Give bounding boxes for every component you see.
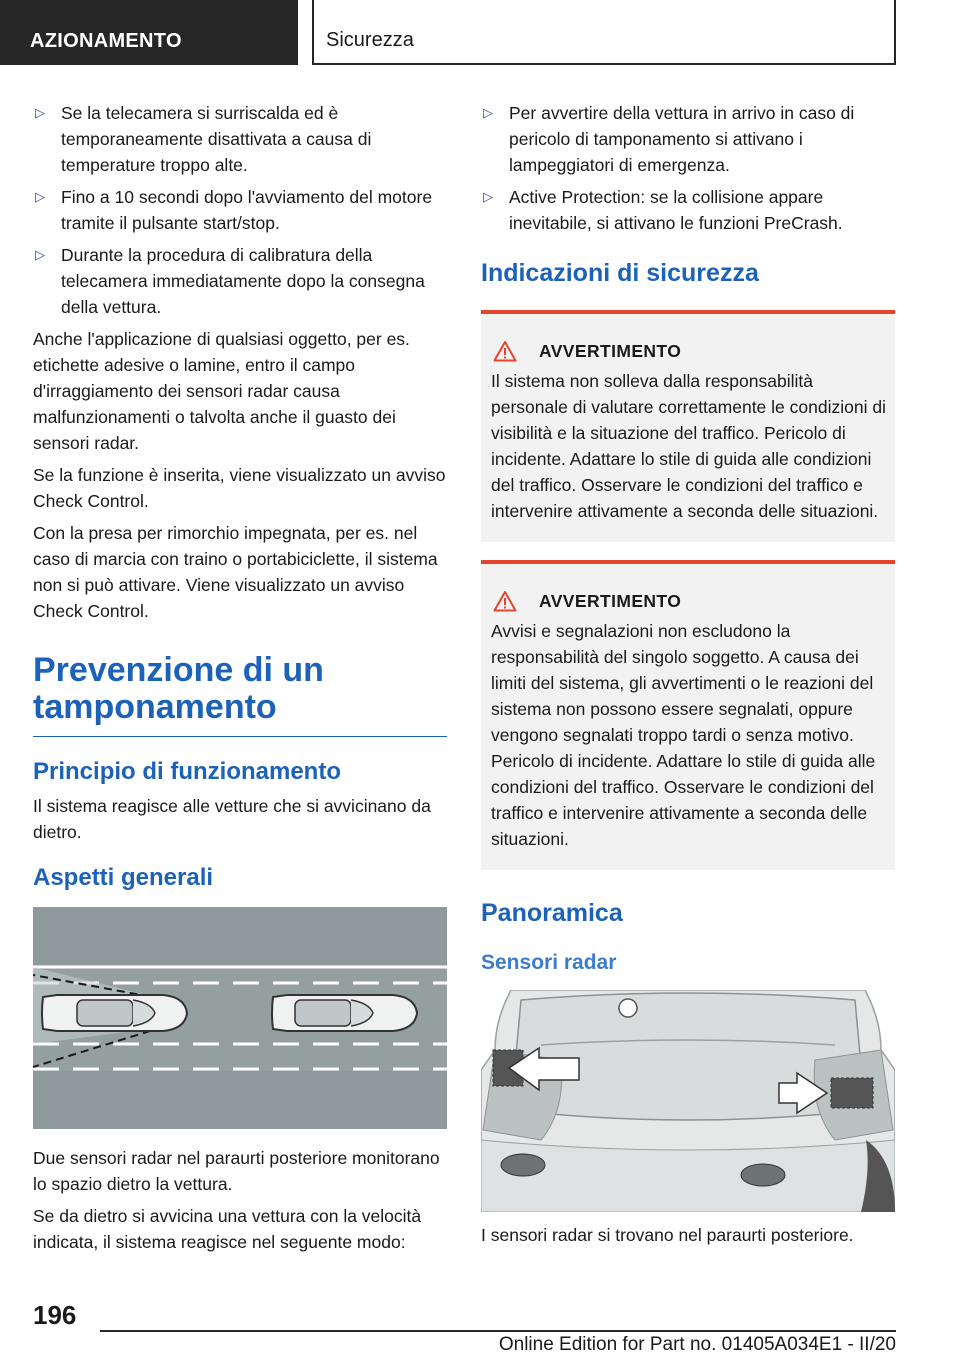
list-item: ▷ Durante la procedura di calibratura della telecamera immediatamente dopo la consegna della vettura. <box>33 242 447 320</box>
warning-box <box>481 310 895 542</box>
section-title: Prevenzione di un tamponamento <box>33 630 447 737</box>
bullet-triangle-icon: ▷ <box>35 247 45 262</box>
general-heading: Aspetti generali <box>33 864 214 891</box>
warning-triangle-icon <box>493 340 517 362</box>
warning-box <box>481 560 895 870</box>
list-item: ▷ Se la telecamera si surriscalda ed è temporaneamente disattivata a causa di temperature troppo alte. <box>33 100 447 178</box>
section-tab: AZIONAMENTO <box>0 0 298 65</box>
footer-divider <box>100 1330 896 1332</box>
warning-text: Il sistema non solleva dalla responsabilità personale di valutare correttamente le condizioni di visibilità e la situazione del traffico. Pericolo di incidente. Adattare lo stile di guida alle condizioni del traffico. Osservare le condizioni del traffico e intervenire attivamente a seconda delle situazioni. <box>491 371 886 521</box>
front-car-icon <box>272 995 417 1031</box>
page-number: 196 <box>33 1300 77 1330</box>
list-item: ▷ Per avvertire della vettura in arrivo in caso di pericolo di tamponamento si attivano i lampeggiatori di emergenza. <box>481 100 895 178</box>
safety-heading: Indicazioni di sicurezza <box>481 259 759 287</box>
warning-text: Avvisi e segnalazioni non escludono la responsabilità del singolo soggetto. A causa dei limiti del sistema, gli avvertimenti o le reazioni del sistema non possono essere segnalati, oppure vengono segnalati troppo tardi o senza motivo. Pericolo di incidente. Adattare lo stile di guida alle condizioni del traffico. Osservare le condizioni del traffico e intervenire attivamente a seconda delle situazioni. <box>491 621 876 849</box>
principle-text: Il sistema reagisce alle vetture che si avvicinano da dietro. <box>33 796 431 842</box>
warning-title: AVVERTIMENTO <box>539 341 682 361</box>
paragraph: Due sensori radar nel paraurti posteriore monitorano lo spazio dietro la vettura. <box>33 1148 440 1194</box>
principle-heading: Principio di funzionamento <box>33 758 341 785</box>
paragraph: Anche l'applicazione di qualsiasi oggetto, per es. etichette adesive o lamine, entro il campo d'irraggiamento dei sensori radar causa malfunzionamenti o talvolta anche il guasto dei sensori radar. <box>33 329 410 453</box>
warning-triangle-icon <box>493 590 517 612</box>
paragraph: Se la funzione è inserita, viene visualizzato un avviso Check Control. <box>33 465 446 511</box>
bullet-triangle-icon: ▷ <box>35 189 45 204</box>
paragraph: Se da dietro si avvicina una vettura con la velocità indicata, il sistema reagisce nel seguente modo: <box>33 1206 422 1252</box>
bullet-triangle-icon: ▷ <box>483 105 493 120</box>
rear-car-icon <box>42 995 187 1031</box>
list-item: ▷ Active Protection: se la collisione appare inevitabile, si attivano le funzioni PreCrash. <box>481 184 895 236</box>
right-column <box>481 100 895 1254</box>
radar-heading: Sensori radar <box>481 951 617 974</box>
chapter-tab: Sicurezza <box>312 0 896 65</box>
paragraph: Con la presa per rimorchio impegnata, per es. nel caso di marcia con traino o portabiciclette, il sistema non si può attivare. Viene visualizzato un avviso Check Control. <box>33 523 438 621</box>
road-traffic-illustration <box>33 907 447 1129</box>
footer-edition: Online Edition for Part no. 01405A034E1 - II/20 <box>498 1334 896 1355</box>
bullet-triangle-icon: ▷ <box>35 105 45 120</box>
warning-title: AVVERTIMENTO <box>539 591 682 611</box>
bullet-triangle-icon: ▷ <box>483 189 493 204</box>
left-column <box>33 100 447 1261</box>
rear-bumper-radar-illustration <box>481 990 895 1212</box>
radar-caption: I sensori radar si trovano nel paraurti posteriore. <box>481 1225 854 1245</box>
overview-heading: Panoramica <box>481 899 623 927</box>
list-item: ▷ Fino a 10 secondi dopo l'avviamento del motore tramite il pulsante start/stop. <box>33 184 447 236</box>
